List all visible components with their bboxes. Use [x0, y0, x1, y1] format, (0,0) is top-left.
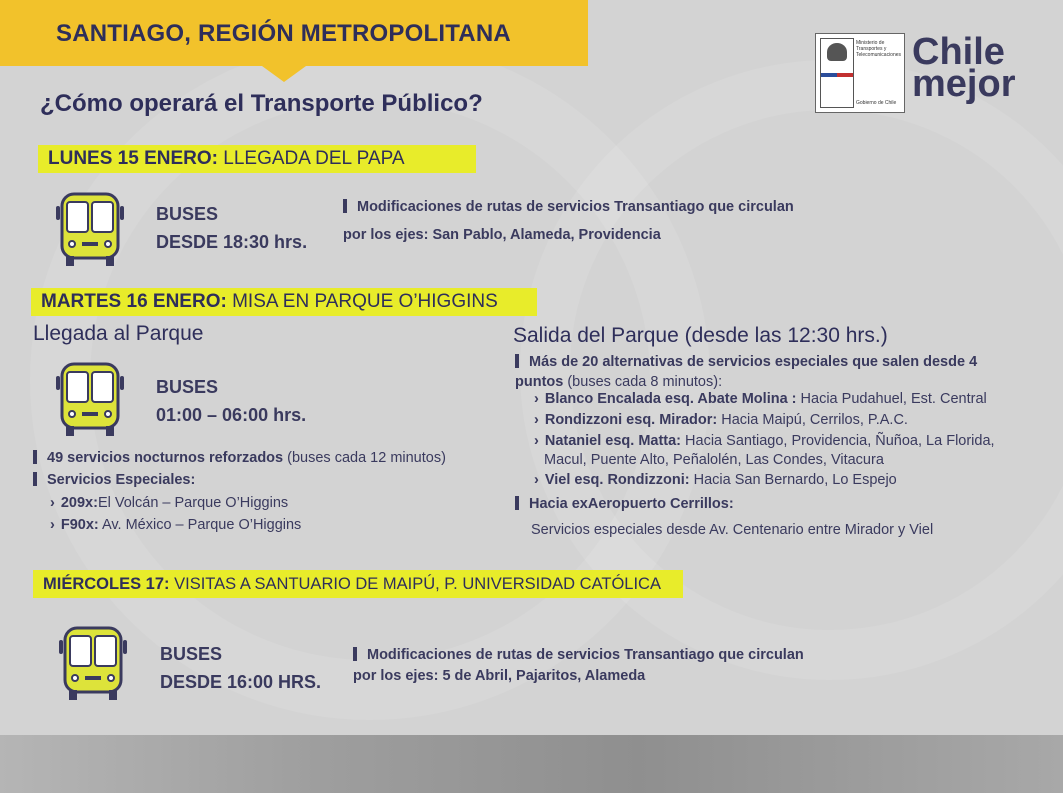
night-services: 49 servicios nocturnos reforzados (buses cada 12 minutos) [33, 450, 446, 466]
monday-band-bold: LUNES 15 ENERO: [48, 148, 218, 169]
airport-desc: Servicios especiales desde Av. Centenario entre Mirador y Viel [531, 522, 934, 538]
monday-time: DESDE 18:30 hrs. [156, 232, 308, 252]
departure-point: › Nataniel esq. Matta: Hacia Santiago, Providencia, Ñuñoa, La Florida, [534, 433, 995, 449]
departure-point-cont: Macul, Puente Alto, Peñalolén, Las Condes, Vitacura [544, 452, 884, 468]
logo-line-1: Chile [912, 31, 1005, 73]
wednesday-band-rest: VISITAS A SANTUARIO DE MAIPÚ, P. UNIVERSIDAD CATÓLICA [169, 575, 661, 593]
ministry-logo [815, 33, 905, 113]
header-title: SANTIAGO, REGIÓN METROPOLITANA [56, 20, 511, 47]
bus-icon [55, 626, 131, 707]
route-item: › F90x: Av. México – Parque O’Higgins [50, 517, 302, 533]
airport-label: Hacia exAeropuerto Cerrillos: [515, 496, 734, 512]
departure-point: › Viel esq. Rondizzoni: Hacia San Bernardo, Lo Espejo [534, 472, 897, 488]
ministry-line-3: Telecomunicaciones [856, 52, 902, 58]
bus-icon [52, 192, 128, 273]
header-arrow [262, 66, 306, 82]
wednesday-line-1: Modificaciones de rutas de servicios Transantiago que circulan [353, 647, 804, 663]
route-item: › 209x:El Volcán – Parque O’Higgins [50, 495, 289, 511]
wednesday-band-bold: MIÉRCOLES 17: [43, 575, 170, 593]
monday-band [38, 145, 476, 173]
monday-buses [156, 200, 307, 256]
departure-intro-2: puntos (buses cada 8 minutos): [515, 374, 723, 390]
tuesday-buses [156, 373, 306, 429]
tuesday-band-rest: MISA EN PARQUE O’HIGGINS [226, 291, 498, 312]
wednesday-line-2: por los ejes: 5 de Abril, Pajaritos, Alameda [353, 668, 646, 684]
bus-icon [52, 362, 128, 443]
wednesday-time: DESDE 16:00 HRS. [160, 672, 322, 692]
wednesday-buses-label: BUSES [160, 644, 223, 664]
page-subtitle: ¿Cómo operará el Transporte Público? [40, 90, 483, 117]
departure-title: Salida del Parque (desde las 12:30 hrs.) [513, 324, 888, 347]
ministry-line-1: Ministerio de [856, 40, 885, 46]
monday-buses-label: BUSES [156, 204, 219, 224]
coat-of-arms-icon [820, 38, 854, 108]
departure-point: › Blanco Encalada esq. Abate Molina : Hacia Pudahuel, Est. Central [534, 391, 987, 407]
tuesday-band [31, 288, 537, 316]
tuesday-time: 01:00 – 06:00 hrs. [156, 405, 307, 425]
monday-band-rest: LLEGADA DEL PAPA [217, 148, 405, 169]
bottom-band [0, 735, 1063, 793]
special-services-label: Servicios Especiales: [33, 472, 195, 488]
government-label: Gobierno de Chile [856, 100, 897, 106]
monday-line-2: por los ejes: San Pablo, Alameda, Providencia [343, 227, 661, 243]
departure-point: › Rondizzoni esq. Mirador: Hacia Maipú, Cerrilos, P.A.C. [534, 412, 908, 428]
tuesday-buses-label: BUSES [156, 377, 219, 397]
chile-mejor-logo [912, 31, 1016, 105]
tuesday-band-bold: MARTES 16 ENERO: [41, 291, 227, 312]
ministry-line-2: Transportes y [856, 46, 887, 52]
departure-intro: Más de 20 alternativas de servicios especiales que salen desde 4 [515, 354, 977, 370]
arrival-title: Llegada al Parque [33, 322, 204, 345]
wednesday-band [33, 570, 683, 598]
monday-line-1: Modificaciones de rutas de servicios Transantiago que circulan [343, 199, 794, 215]
wednesday-buses [160, 640, 321, 696]
logo-line-2: mejor [912, 63, 1016, 105]
